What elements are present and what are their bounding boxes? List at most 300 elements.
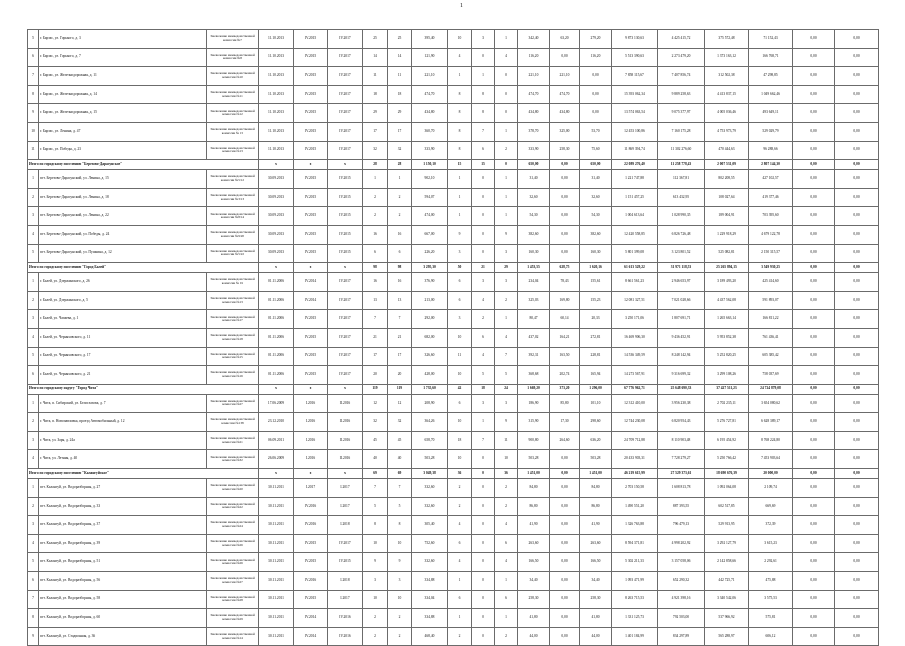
cell-f3: 6 xyxy=(495,590,518,609)
cell-r2: 0,00 xyxy=(835,384,879,394)
cell-a1: 1 451,00 xyxy=(518,469,550,479)
cell-f1: 4 xyxy=(448,553,472,572)
cell-c1: IV.2015 xyxy=(294,122,328,141)
cell-c1: I.2016 xyxy=(294,394,328,413)
cell-m3: 529 913,95 xyxy=(705,516,749,535)
cell-area: 3 049,38 xyxy=(412,469,448,479)
cell-m3: 470 444,63 xyxy=(705,141,749,160)
cell-f1: 8 xyxy=(448,141,472,160)
cell-addr: г. Барзас, ул. Железнодорожная, д. 14 xyxy=(39,85,207,104)
cell-p1: 10 xyxy=(363,590,388,609)
table-row xyxy=(28,328,879,347)
cell-a1: 186,90 xyxy=(518,394,550,413)
cell-f3: 7 xyxy=(495,347,518,366)
cell-a2: 0,00 xyxy=(550,48,580,67)
cell-p2: 28 xyxy=(388,160,412,170)
cell-m2: 3 157 058,06 xyxy=(658,553,705,572)
cell-x3: x xyxy=(328,384,363,394)
cell-addr: г. Балей, ул. Черняховского, д. 21 xyxy=(39,366,207,385)
cell-a1: 342,40 xyxy=(518,30,550,49)
cell-f1: 4 xyxy=(448,48,472,67)
cell-p1: 2 xyxy=(363,188,388,207)
cell-addr: пгт. Калангуй, ул. Водоразборная, д. 51 xyxy=(39,553,207,572)
subtotal-row xyxy=(28,469,879,479)
cell-f3: 3 xyxy=(495,244,518,263)
cell-a1: 116,20 xyxy=(518,48,550,67)
cell-p2: 69 xyxy=(388,469,412,479)
cell-addr: пгт. Калангуй, ул. Водоразборная, д. 56 xyxy=(39,572,207,591)
cell-n: 9 xyxy=(28,627,39,646)
cell-reason: Заключение межведомственной комиссии №27 xyxy=(207,394,259,413)
cell-r1: 0,00 xyxy=(793,291,835,310)
cell-f3: 1 xyxy=(495,207,518,226)
cell-m1: 14 273 567,91 xyxy=(612,366,658,385)
table-row xyxy=(28,273,879,292)
table-row xyxy=(28,413,879,432)
cell-n: 7 xyxy=(28,590,39,609)
cell-r2: 0,00 xyxy=(835,263,879,273)
cell-area: 213,00 xyxy=(412,291,448,310)
cell-a3: 155,23 xyxy=(580,291,612,310)
cell-f2: 0 xyxy=(472,207,495,226)
cell-p2: 2 xyxy=(388,627,412,646)
cell-p2: 11 xyxy=(388,67,412,86)
cell-a3: 165,94 xyxy=(580,366,612,385)
cell-area: 682,00 xyxy=(412,328,448,347)
cell-x1: x xyxy=(259,469,294,479)
cell-p2: 25 xyxy=(388,30,412,49)
cell-a3: 279,20 xyxy=(580,30,612,49)
cell-m1: 12 420 558,85 xyxy=(612,225,658,244)
cell-f3: 1 xyxy=(495,30,518,49)
cell-r2: 0,00 xyxy=(835,497,879,516)
cell-m2: 792 503,00 xyxy=(658,609,705,628)
cell-f1: 42 xyxy=(448,384,472,394)
cell-c1: IV.2015 xyxy=(294,85,328,104)
cell-area: 594,07 xyxy=(412,188,448,207)
cell-f1: 1 xyxy=(448,170,472,189)
cell-r1: 0,00 xyxy=(793,310,835,329)
cell-m4: 425 414,60 xyxy=(749,273,793,292)
cell-f2: 0 xyxy=(472,553,495,572)
cell-m1: 46 219 615,99 xyxy=(612,469,658,479)
cell-area: 667,00 xyxy=(412,225,448,244)
cell-area: 326,60 xyxy=(412,347,448,366)
cell-f1: 6 xyxy=(448,273,472,292)
cell-m4: 575,81 xyxy=(749,609,793,628)
cell-a2: 264,60 xyxy=(550,431,580,450)
cell-f1: 10 xyxy=(448,450,472,469)
cell-c1: IV.2015 xyxy=(294,366,328,385)
cell-area: 1 150,10 xyxy=(412,160,448,170)
cell-a1: 34,40 xyxy=(518,572,550,591)
cell-p1: 98 xyxy=(363,263,388,273)
cell-r1: 0,00 xyxy=(793,590,835,609)
cell-a3: 1 451,00 xyxy=(580,469,612,479)
cell-p1: 17 xyxy=(363,347,388,366)
cell-f1: 18 xyxy=(448,431,472,450)
cell-area: 658,70 xyxy=(412,431,448,450)
cell-reason: Заключение межведомственной комиссии №24 xyxy=(207,516,259,535)
cell-n: 1 xyxy=(28,479,39,498)
cell-a3: 34,40 xyxy=(580,572,612,591)
cell-p2: 12 xyxy=(388,394,412,413)
subtotal-label: Итого по городскому округу "Город Чита" xyxy=(28,384,259,394)
table-row xyxy=(28,122,879,141)
cell-a1: 263,60 xyxy=(518,534,550,553)
cell-f3: 29 xyxy=(495,263,518,273)
cell-r2: 0,00 xyxy=(835,273,879,292)
cell-x3: x xyxy=(328,160,363,170)
cell-n: 8 xyxy=(28,85,39,104)
cell-f2: 0 xyxy=(472,572,495,591)
table-row xyxy=(28,141,879,160)
cell-a2: 0,00 xyxy=(550,572,580,591)
cell-date: 01.11.2006 xyxy=(259,273,294,292)
cell-date: 30.11.2011 xyxy=(259,479,294,498)
cell-m2: 1 028 990,35 xyxy=(658,207,705,226)
cell-p1: 10 xyxy=(363,534,388,553)
cell-m2: 6 826 726,48 xyxy=(658,225,705,244)
cell-f3: 2 xyxy=(495,497,518,516)
cell-m3: 3 340 542,06 xyxy=(705,590,749,609)
cell-m2: 1 807 691,71 xyxy=(658,310,705,329)
cell-r2: 0,00 xyxy=(835,141,879,160)
cell-c2: IV.2016 xyxy=(328,609,363,628)
cell-r1: 0,00 xyxy=(793,104,835,123)
cell-addr: г. Балей, ул. Чапаева, д. 1 xyxy=(39,310,207,329)
cell-n: 11 xyxy=(28,141,39,160)
cell-m2: 2 273 479,20 xyxy=(658,48,705,67)
cell-r2: 0,00 xyxy=(835,479,879,498)
cell-a2: 474,70 xyxy=(550,85,580,104)
cell-a2: 0,00 xyxy=(550,590,580,609)
cell-r1: 0,00 xyxy=(793,141,835,160)
cell-area: 332,60 xyxy=(412,553,448,572)
cell-a3: 0,00 xyxy=(580,67,612,86)
cell-m2: 7 407 856,74 xyxy=(658,67,705,86)
cell-f3: 3 xyxy=(495,394,518,413)
cell-c1: IV.2015 xyxy=(294,67,328,86)
table-row xyxy=(28,188,879,207)
cell-m3: 1 092 064,08 xyxy=(705,479,749,498)
cell-a1: 368,68 xyxy=(518,366,550,385)
cell-c1: I.2016 xyxy=(294,450,328,469)
cell-f2: 3 xyxy=(472,30,495,49)
cell-m4: 3 575,53 xyxy=(749,590,793,609)
cell-m2: 796 479,13 xyxy=(658,516,705,535)
cell-f3: 1 xyxy=(495,122,518,141)
cell-m2: 4 425 415,72 xyxy=(658,30,705,49)
cell-n: 5 xyxy=(28,30,39,49)
cell-c1: IV.2015 xyxy=(294,310,328,329)
cell-c1: IV.2016 xyxy=(294,497,328,516)
cell-n: 3 xyxy=(28,310,39,329)
cell-r2: 0,00 xyxy=(835,450,879,469)
cell-c2: I.2018 xyxy=(328,572,363,591)
cell-p2: 40 xyxy=(388,450,412,469)
cell-f3: 1 xyxy=(495,310,518,329)
table-row xyxy=(28,30,879,49)
cell-p2: 17 xyxy=(388,122,412,141)
cell-f3: 10 xyxy=(495,450,518,469)
cell-a1: 86,80 xyxy=(518,497,550,516)
cell-a1: 54,30 xyxy=(518,207,550,226)
cell-a3: 0,00 xyxy=(580,104,612,123)
cell-m3: 5 250 766,42 xyxy=(705,450,749,469)
cell-p1: 13 xyxy=(363,291,388,310)
cell-m3: 5 276 727,81 xyxy=(705,413,749,432)
cell-r2: 0,00 xyxy=(835,627,879,646)
cell-reason: Заключение межведомственной комиссии №28 xyxy=(207,590,259,609)
cell-p1: 14 xyxy=(363,48,388,67)
cell-area: 334,04 xyxy=(412,590,448,609)
cell-area: 121,90 xyxy=(412,48,448,67)
cell-a3: 1 296,00 xyxy=(580,384,612,394)
cell-m3: 4 005 036,46 xyxy=(705,104,749,123)
cell-m4: 2 807 144,30 xyxy=(749,160,793,170)
cell-a1: 437,02 xyxy=(518,328,550,347)
cell-a1: 434,80 xyxy=(518,104,550,123)
cell-f2: 8 xyxy=(472,85,495,104)
cell-m4: 8 768 224,80 xyxy=(749,431,793,450)
cell-p2: 18 xyxy=(388,85,412,104)
cell-f1: 10 xyxy=(448,413,472,432)
cell-a1: 900,80 xyxy=(518,431,550,450)
cell-m4: 591 893,07 xyxy=(749,291,793,310)
cell-reason: Заключение межведомственной комиссии №20 xyxy=(207,479,259,498)
cell-f2: 0 xyxy=(472,170,495,189)
cell-p2: 2 xyxy=(388,609,412,628)
cell-m4: 427 102,57 xyxy=(749,170,793,189)
cell-m3: 4 413 837,15 xyxy=(705,85,749,104)
cell-r2: 0,00 xyxy=(835,366,879,385)
cell-f1: 2 xyxy=(448,479,472,498)
cell-a1: 160,30 xyxy=(518,244,550,263)
cell-addr: г. Балей, ул. Дзержинского, д. 26 xyxy=(39,273,207,292)
cell-m2: 2 946 653,97 xyxy=(658,273,705,292)
cell-r1: 0,00 xyxy=(793,170,835,189)
cell-reason: Заключение межведомственной комиссии №5/12 xyxy=(207,170,259,189)
cell-m4: 71 152,43 xyxy=(749,30,793,49)
cell-f2: 0 xyxy=(472,188,495,207)
cell-p2: 2 xyxy=(388,207,412,226)
cell-m2: 6 820 954,43 xyxy=(658,413,705,432)
cell-m2: 31 971 118,53 xyxy=(658,263,705,273)
cell-a3: 650,00 xyxy=(580,160,612,170)
cell-m2: 7 160 175,28 xyxy=(658,122,705,141)
cell-addr: г. Балей, ул. Черняховского, д. 17 xyxy=(39,347,207,366)
cell-reason: Заключение межведомственной комиссии №26 xyxy=(207,534,259,553)
cell-r2: 0,00 xyxy=(835,160,879,170)
cell-f1: 2 xyxy=(448,627,472,646)
cell-p1: 119 xyxy=(363,384,388,394)
cell-c2: IV.2017 xyxy=(328,104,363,123)
cell-f1: 4 xyxy=(448,516,472,535)
cell-c2: I.2017 xyxy=(328,497,363,516)
cell-f1: 1 xyxy=(448,67,472,86)
cell-m2: 4 998 202,92 xyxy=(658,534,705,553)
cell-m4: 96 288,66 xyxy=(749,141,793,160)
cell-addr: г. Барзас, ул. Железнодорожная, д. 15 xyxy=(39,104,207,123)
cell-p1: 45 xyxy=(363,431,388,450)
cell-m4: 24 724 879,08 xyxy=(749,384,793,394)
cell-c1: I.2016 xyxy=(294,413,328,432)
cell-m3: 565 288,97 xyxy=(705,627,749,646)
cell-c2: IV.2015 xyxy=(328,207,363,226)
cell-a3: 53,70 xyxy=(580,122,612,141)
cell-a1: 234,04 xyxy=(518,273,550,292)
cell-f3: 2 xyxy=(495,291,518,310)
cell-c1: IV.2015 xyxy=(294,534,328,553)
cell-m2: 8 248 142,94 xyxy=(658,347,705,366)
cell-r2: 0,00 xyxy=(835,188,879,207)
cell-m4: 605 385,42 xyxy=(749,347,793,366)
cell-p1: 6 xyxy=(363,244,388,263)
cell-m1: 20 433 903,31 xyxy=(612,450,658,469)
cell-r1: 0,00 xyxy=(793,469,835,479)
cell-reason: Заключение межведомственной комиссии №16 xyxy=(207,366,259,385)
cell-c2: IV.2017 xyxy=(328,291,363,310)
cell-m1: 12 744 230,08 xyxy=(612,413,658,432)
cell-addr: пгт. Калангуй, ул. Водоразборная, д. 58 xyxy=(39,590,207,609)
cell-reason: Заключение межведомственной комиссии №138 xyxy=(207,413,259,432)
cell-m2: 834 297,89 xyxy=(658,627,705,646)
cell-area: 226,20 xyxy=(412,244,448,263)
cell-reason: Заключение межведомственной комиссии № 15 xyxy=(207,122,259,141)
cell-p2: 29 xyxy=(388,104,412,123)
cell-date: 30.11.2011 xyxy=(259,590,294,609)
cell-p1: 16 xyxy=(363,273,388,292)
cell-a3: 101,10 xyxy=(580,394,612,413)
cell-a1: 84,80 xyxy=(518,479,550,498)
cell-n: 2 xyxy=(28,188,39,207)
cell-a1: 474,70 xyxy=(518,85,550,104)
cell-a3: 503,28 xyxy=(580,450,612,469)
cell-n: 6 xyxy=(28,366,39,385)
cell-r2: 0,00 xyxy=(835,469,879,479)
cell-m3: 602 517,85 xyxy=(705,497,749,516)
cell-n: 4 xyxy=(28,328,39,347)
cell-m1: 11 869 394,74 xyxy=(612,141,658,160)
cell-n: 4 xyxy=(28,225,39,244)
cell-a1: 221,10 xyxy=(518,67,550,86)
cell-reason: Заключение межведомственной комиссии №27 xyxy=(207,572,259,591)
cell-f2: 0 xyxy=(472,225,495,244)
cell-a2: 0,00 xyxy=(550,244,580,263)
cell-m2: 9 316 699,32 xyxy=(658,366,705,385)
cell-area: 902,10 xyxy=(412,170,448,189)
cell-a2: 63,20 xyxy=(550,30,580,49)
cell-r1: 0,00 xyxy=(793,366,835,385)
cell-a3: 228,81 xyxy=(580,347,612,366)
cell-m4: 606,12 xyxy=(749,627,793,646)
cell-p2: 1 xyxy=(388,170,412,189)
cell-f2: 8 xyxy=(472,104,495,123)
table-row xyxy=(28,104,879,123)
cell-c1: IV.2014 xyxy=(294,627,328,646)
cell-c2: IV.2015 xyxy=(328,188,363,207)
cell-m1: 5 513 390,63 xyxy=(612,48,658,67)
cell-f2: 0 xyxy=(472,469,495,479)
table-row xyxy=(28,450,879,469)
cell-m2: 25 648 690,33 xyxy=(658,384,705,394)
cell-a2: 17,30 xyxy=(550,413,580,432)
cell-date: 17.06.2009 xyxy=(259,394,294,413)
cell-r1: 0,00 xyxy=(793,67,835,86)
cell-f3: 4 xyxy=(495,48,518,67)
cell-m3: 6 195 454,92 xyxy=(705,431,749,450)
cell-f1: 6 xyxy=(448,394,472,413)
cell-a3: 1 620,16 xyxy=(580,263,612,273)
cell-m2: 7 021 028,66 xyxy=(658,291,705,310)
cell-a2: 0,00 xyxy=(550,553,580,572)
cell-f3: 0 xyxy=(495,85,518,104)
cell-c2: IV.2017 xyxy=(328,366,363,385)
cell-addr: г. Барзас, ул. Горького, д. 7 xyxy=(39,48,207,67)
cell-p1: 21 xyxy=(363,328,388,347)
cell-m3: 375 572,48 xyxy=(705,30,749,49)
table-row xyxy=(28,291,879,310)
cell-r1: 0,00 xyxy=(793,188,835,207)
cell-m4: 166 768,71 xyxy=(749,48,793,67)
cell-r2: 0,00 xyxy=(835,609,879,628)
cell-n: 9 xyxy=(28,104,39,123)
cell-f1: 8 xyxy=(448,122,472,141)
cell-m1: 1 326 763,88 xyxy=(612,516,658,535)
cell-date: 30.09.2013 xyxy=(259,244,294,263)
cell-f1: 15 xyxy=(448,160,472,170)
cell-x3: x xyxy=(328,263,363,273)
cell-addr: г. Барзас, ул. Ленина, д. 47 xyxy=(39,122,207,141)
cell-r1: 0,00 xyxy=(793,263,835,273)
cell-m3: 525 082,81 xyxy=(705,244,749,263)
cell-f2: 0 xyxy=(472,450,495,469)
cell-addr: г. Барзас, ул. Железнодорожная, д. 11 xyxy=(39,67,207,86)
cell-m4: 419 377,46 xyxy=(749,188,793,207)
cell-f2: 18 xyxy=(472,384,495,394)
cell-c1: IV.2015 xyxy=(294,30,328,49)
cell-n: 6 xyxy=(28,48,39,67)
cell-a2: 0,00 xyxy=(550,170,580,189)
cell-a1: 44,00 xyxy=(518,627,550,646)
cell-c1: IV.2015 xyxy=(294,48,328,67)
table-row xyxy=(28,366,879,385)
cell-f1: 1 xyxy=(448,572,472,591)
cell-n: 4 xyxy=(28,450,39,469)
cell-addr: пгт. Березово-Дарасунский, ул. Победы, д. 24 xyxy=(39,225,207,244)
table-row xyxy=(28,627,879,646)
cell-m2: 9 436 452,91 xyxy=(658,328,705,347)
cell-c1: IV.2015 xyxy=(294,347,328,366)
cell-m4: 3 654 080,62 xyxy=(749,394,793,413)
cell-c2: IV.2017 xyxy=(328,48,363,67)
cell-m1: 22 089 276,40 xyxy=(612,160,658,170)
cell-f3: 1 xyxy=(495,170,518,189)
cell-m4: 1 049 662,46 xyxy=(749,85,793,104)
cell-f2: 0 xyxy=(472,516,495,535)
cell-area: 474,00 xyxy=(412,207,448,226)
cell-c2: I.2018 xyxy=(328,516,363,535)
cell-c2: IV.2017 xyxy=(328,534,363,553)
cell-m2: 887 393,55 xyxy=(658,497,705,516)
cell-a1: 378,70 xyxy=(518,122,550,141)
table-row xyxy=(28,572,879,591)
cell-a2: 0,00 xyxy=(550,516,580,535)
cell-r1: 0,00 xyxy=(793,431,835,450)
cell-a3: 116,20 xyxy=(580,48,612,67)
cell-a2: 0,00 xyxy=(550,609,580,628)
